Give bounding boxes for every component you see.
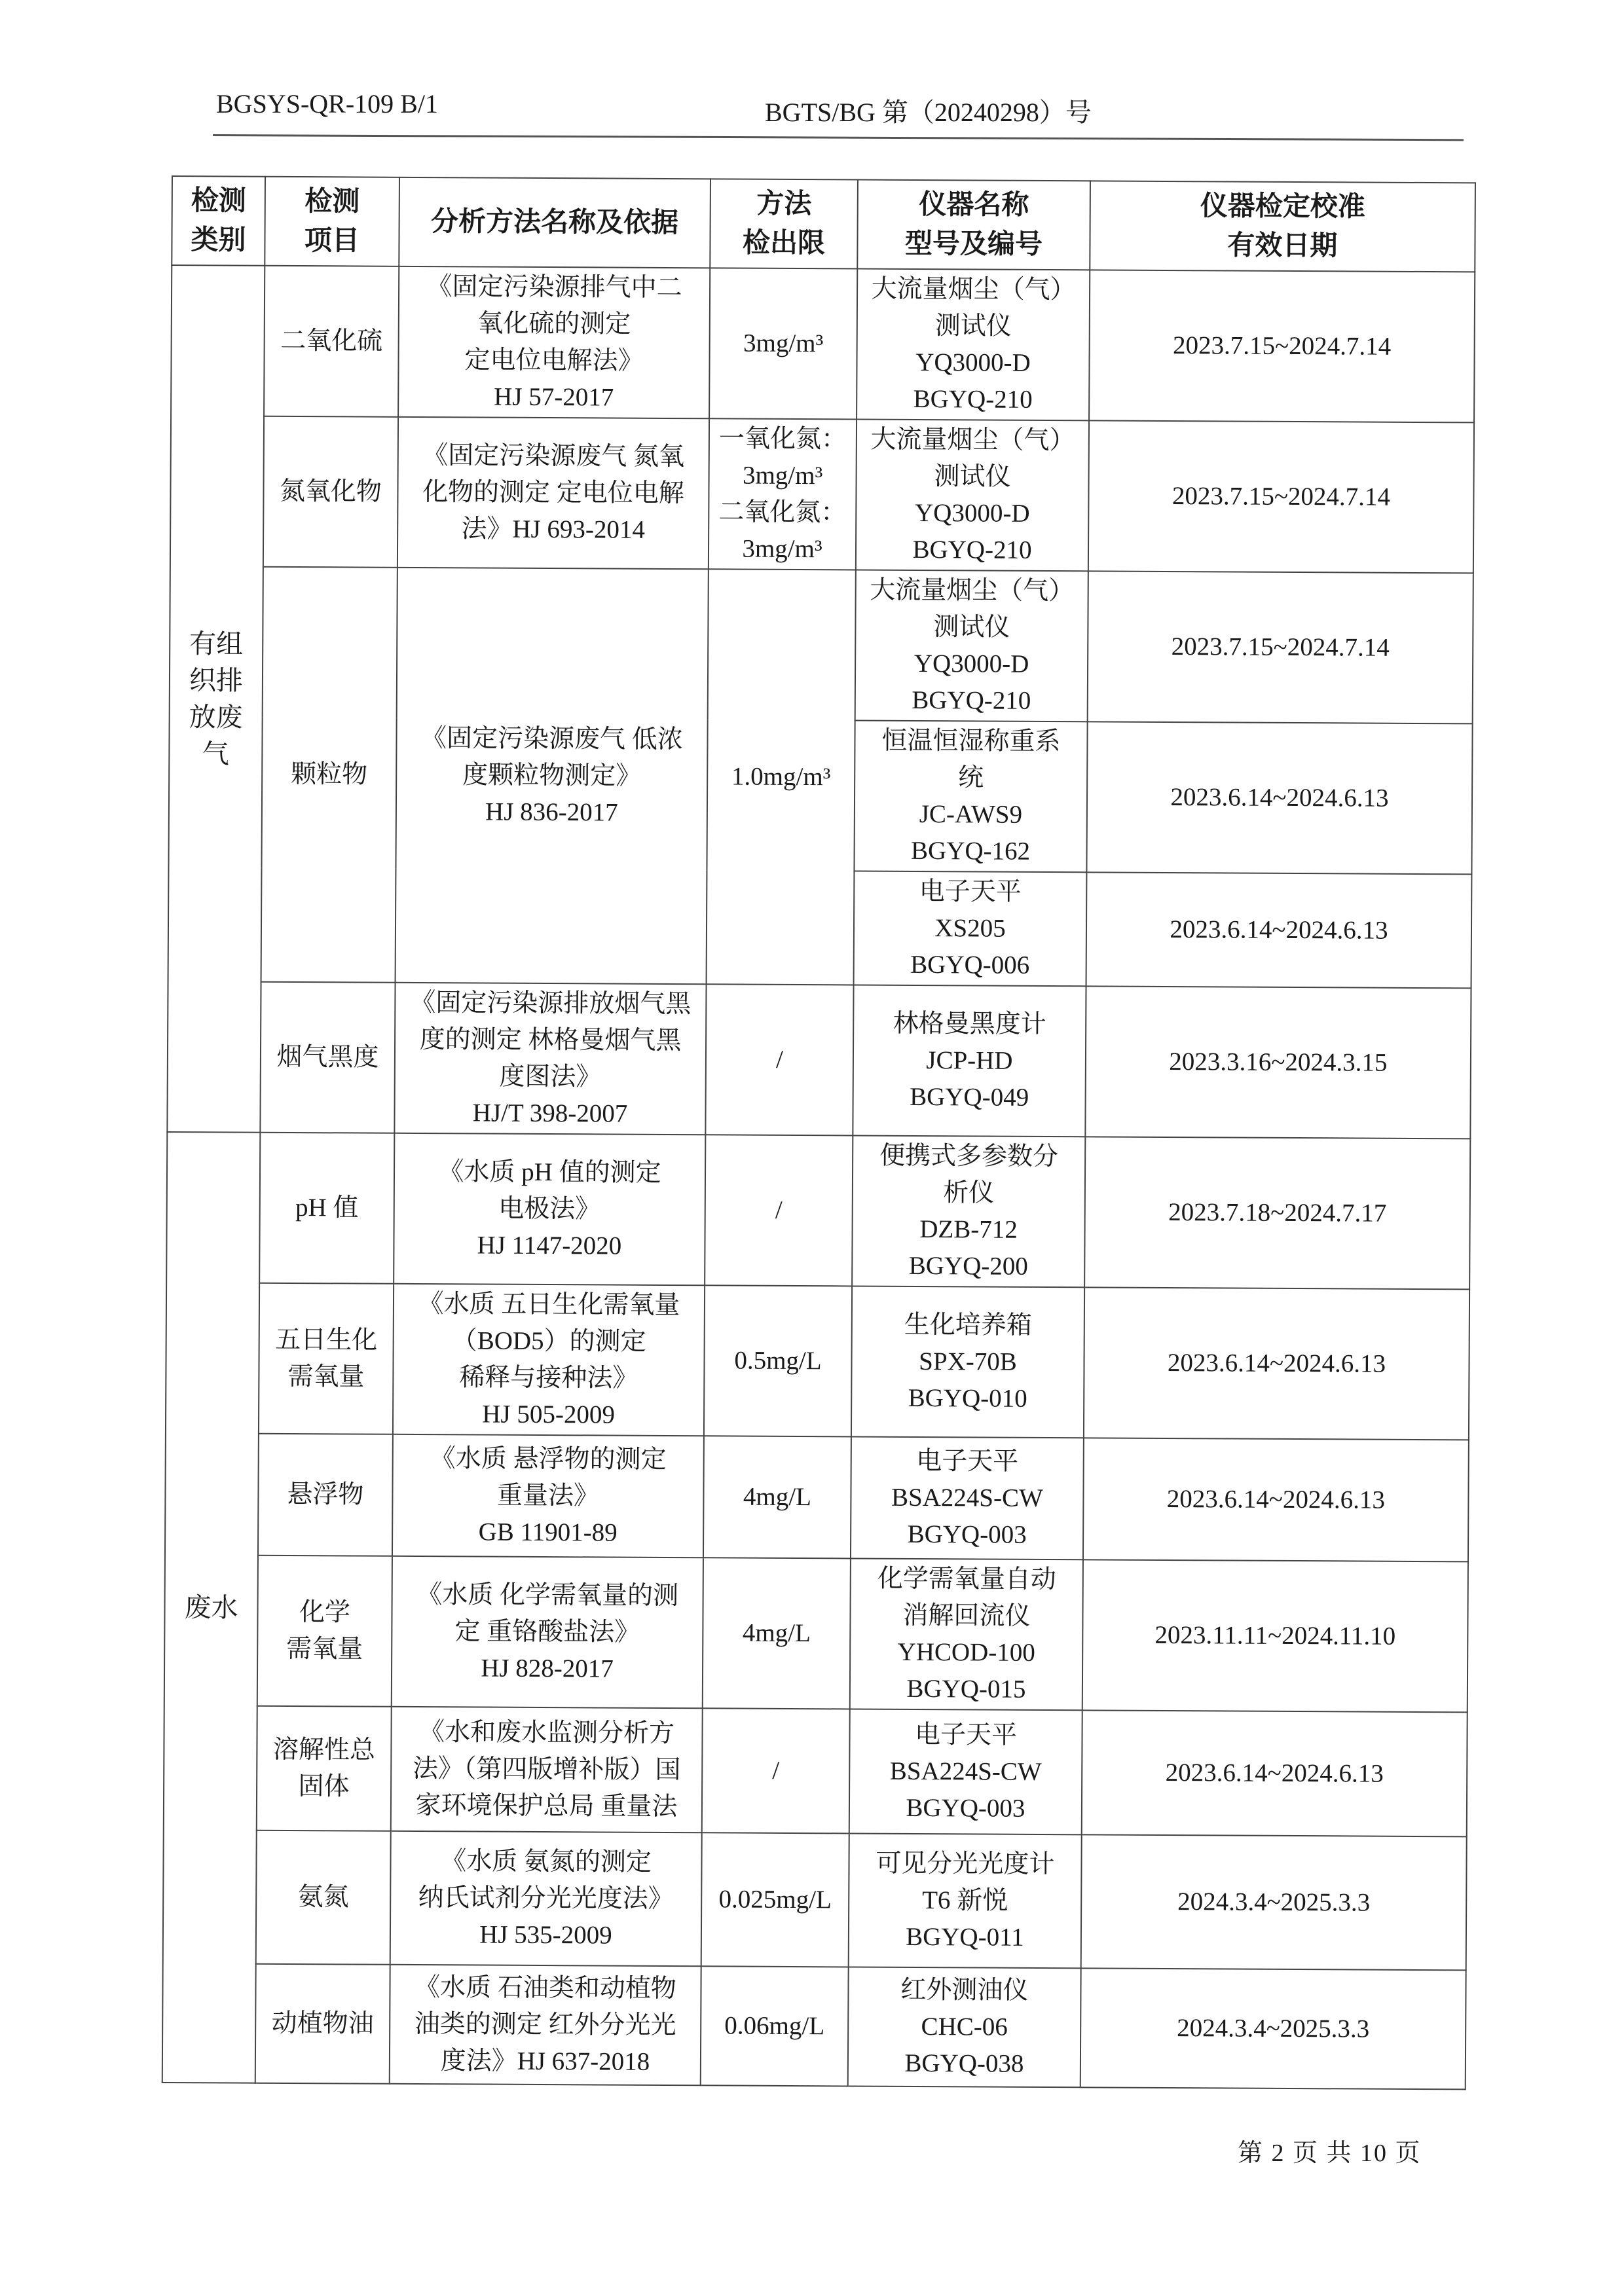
item-cell: 溶解性总 固体	[257, 1706, 392, 1831]
table-row	[167, 981, 1471, 1139]
table-row	[166, 1283, 1469, 1440]
valid-date-cell: 2024.3.4~2025.3.3	[1081, 1834, 1467, 1970]
instrument-cell: 恒温恒湿称重系 统 JC-AWS9 BGYQ-162	[854, 720, 1087, 872]
instrument-cell: 生化培养箱 SPX-70B BGYQ-010	[851, 1286, 1084, 1438]
instrument-cell: 大流量烟尘（气） 测试仪 YQ3000-D BGYQ-210	[856, 419, 1089, 571]
limit-cell: 3mg/m³	[709, 268, 857, 419]
instrument-cell: 电子天平 XS205 BGYQ-006	[854, 871, 1087, 986]
instrument-cell: 大流量烟尘（气） 测试仪 YQ3000-D BGYQ-210	[855, 570, 1088, 721]
table-row	[170, 566, 1473, 723]
limit-cell: 4mg/L	[703, 1558, 851, 1709]
form-code: BGSYS-QR-109 B/1	[216, 89, 438, 118]
table-row	[162, 1963, 1466, 2089]
item-cell: 氨氮	[256, 1831, 391, 1965]
valid-date-cell: 2023.6.14~2024.6.13	[1082, 1710, 1467, 1836]
page-number: 第 2 页 共 10 页	[1238, 2140, 1422, 2167]
methods-table-container	[162, 175, 1475, 2090]
limit-cell: 4mg/L	[703, 1436, 851, 1558]
valid-date-cell: 2023.6.14~2024.6.13	[1083, 1438, 1469, 1561]
col-header-limit: 方法 检出限	[710, 179, 858, 268]
valid-date-cell: 2023.6.14~2024.6.13	[1086, 721, 1472, 874]
item-cell: 动植物油	[255, 1964, 390, 2084]
valid-date-cell: 2024.3.4~2025.3.3	[1080, 1968, 1466, 2089]
method-cell: 《水质 石油类和动植物 油类的测定 红外分光光 度法》HJ 637-2018	[390, 1965, 701, 2085]
limit-cell: 一氧化氮： 3mg/m³ 二氧化氮： 3mg/m³	[709, 418, 857, 570]
method-cell: 《固定污染源废气 低浓 度颗粒物测定》 HJ 836-2017	[396, 568, 709, 984]
valid-date-cell: 2023.6.14~2024.6.13	[1084, 1287, 1469, 1440]
item-cell: 悬浮物	[258, 1434, 393, 1556]
category-cell: 有组 织排 放废 气	[167, 265, 265, 1133]
method-cell: 《固定污染源废气 氮氧 化物的测定 定电位电解 法》HJ 693-2014	[397, 417, 709, 569]
limit-cell: 0.06mg/L	[701, 1966, 849, 2086]
instrument-cell: 化学需氧量自动 消解回流仪 YHCOD-100 BGYQ-015	[850, 1558, 1083, 1710]
instrument-cell: 电子天平 BSA224S-CW BGYQ-003	[851, 1436, 1084, 1559]
table-row	[166, 1132, 1470, 1289]
method-cell: 《水质 悬浮物的测定 重量法》 GB 11901-89	[392, 1434, 704, 1558]
instrument-cell: 红外测油仪 CHC-06 BGYQ-038	[848, 1967, 1081, 2087]
valid-date-cell: 2023.7.15~2024.7.14	[1089, 270, 1475, 422]
table-row	[164, 1705, 1467, 1836]
col-header-method: 分析方法名称及依据	[399, 177, 710, 268]
table-row	[163, 1830, 1467, 1970]
method-cell: 《水质 氨氮的测定 纳氏试剂分光光度法》 HJ 535-2009	[390, 1831, 702, 1966]
instrument-cell: 林格曼黑度计 JCP-HD BGYQ-049	[853, 985, 1086, 1137]
item-cell: pH 值	[259, 1133, 394, 1284]
table-row	[171, 265, 1475, 422]
item-cell: 颗粒物	[261, 567, 397, 983]
method-cell: 《固定污染源排气中二 氧化硫的测定 定电位电解法》 HJ 57-2017	[398, 266, 710, 418]
limit-cell: 0.025mg/L	[701, 1832, 849, 1967]
item-cell: 二氧化硫	[264, 266, 399, 417]
category-cell: 废水	[162, 1132, 261, 2083]
limit-cell: /	[702, 1708, 850, 1833]
instrument-cell: 电子天平 BSA224S-CW BGYQ-003	[849, 1709, 1082, 1834]
report-number: BGTS/BG 第（20240298）号	[765, 98, 1092, 127]
limit-cell: 1.0mg/m³	[707, 569, 856, 985]
instrument-cell: 便携式多参数分 析仪 DZB-712 BGYQ-200	[852, 1135, 1085, 1287]
col-header-category: 检测 类别	[172, 176, 265, 266]
method-cell: 《水质 化学需氧量的测 定 重铬酸盐法》 HJ 828-2017	[392, 1556, 703, 1708]
col-header-instrument: 仪器名称 型号及编号	[857, 179, 1090, 270]
method-cell: 《水和废水监测分析方 法》（第四版增补版）国 家环境保护总局 重量法	[391, 1707, 703, 1832]
valid-date-cell: 2023.6.14~2024.6.13	[1086, 872, 1472, 988]
header-divider	[213, 134, 1464, 141]
instrument-cell: 大流量烟尘（气） 测试仪 YQ3000-D BGYQ-210	[857, 268, 1090, 420]
col-header-item: 检测 项目	[265, 177, 399, 266]
item-cell: 五日生化 需氧量	[259, 1283, 394, 1434]
method-cell: 《水质 五日生化需氧量 （BOD5）的测定 稀释与接种法》 HJ 505-2009	[393, 1284, 705, 1436]
valid-date-cell: 2023.7.15~2024.7.14	[1088, 571, 1473, 723]
valid-date-cell: 2023.7.15~2024.7.14	[1088, 420, 1474, 573]
item-cell: 烟气黑度	[260, 982, 395, 1133]
valid-date-cell: 2023.7.18~2024.7.17	[1084, 1137, 1470, 1289]
limit-cell: 0.5mg/L	[704, 1285, 852, 1436]
item-cell: 氮氧化物	[263, 416, 398, 568]
instrument-cell: 可见分光光度计 T6 新悦 BGYQ-011	[849, 1833, 1082, 1968]
method-cell: 《水质 pH 值的测定 电极法》 HJ 1147-2020	[394, 1133, 705, 1285]
method-cell: 《固定污染源排放烟气黑 度的测定 林格曼烟气黑 度图法》 HJ/T 398-2007	[394, 983, 706, 1135]
limit-cell: /	[705, 984, 853, 1135]
methods-table	[162, 175, 1476, 2090]
table-header-row	[172, 176, 1475, 272]
item-cell: 化学 需氧量	[257, 1556, 392, 1707]
col-header-valid-date: 仪器检定校准 有效日期	[1090, 181, 1475, 272]
table-row	[165, 1433, 1469, 1561]
limit-cell: /	[705, 1135, 853, 1286]
table-row	[170, 416, 1474, 573]
valid-date-cell: 2023.3.16~2024.3.15	[1085, 986, 1471, 1139]
table-row	[164, 1555, 1468, 1712]
valid-date-cell: 2023.11.11~2024.11.10	[1082, 1559, 1468, 1712]
